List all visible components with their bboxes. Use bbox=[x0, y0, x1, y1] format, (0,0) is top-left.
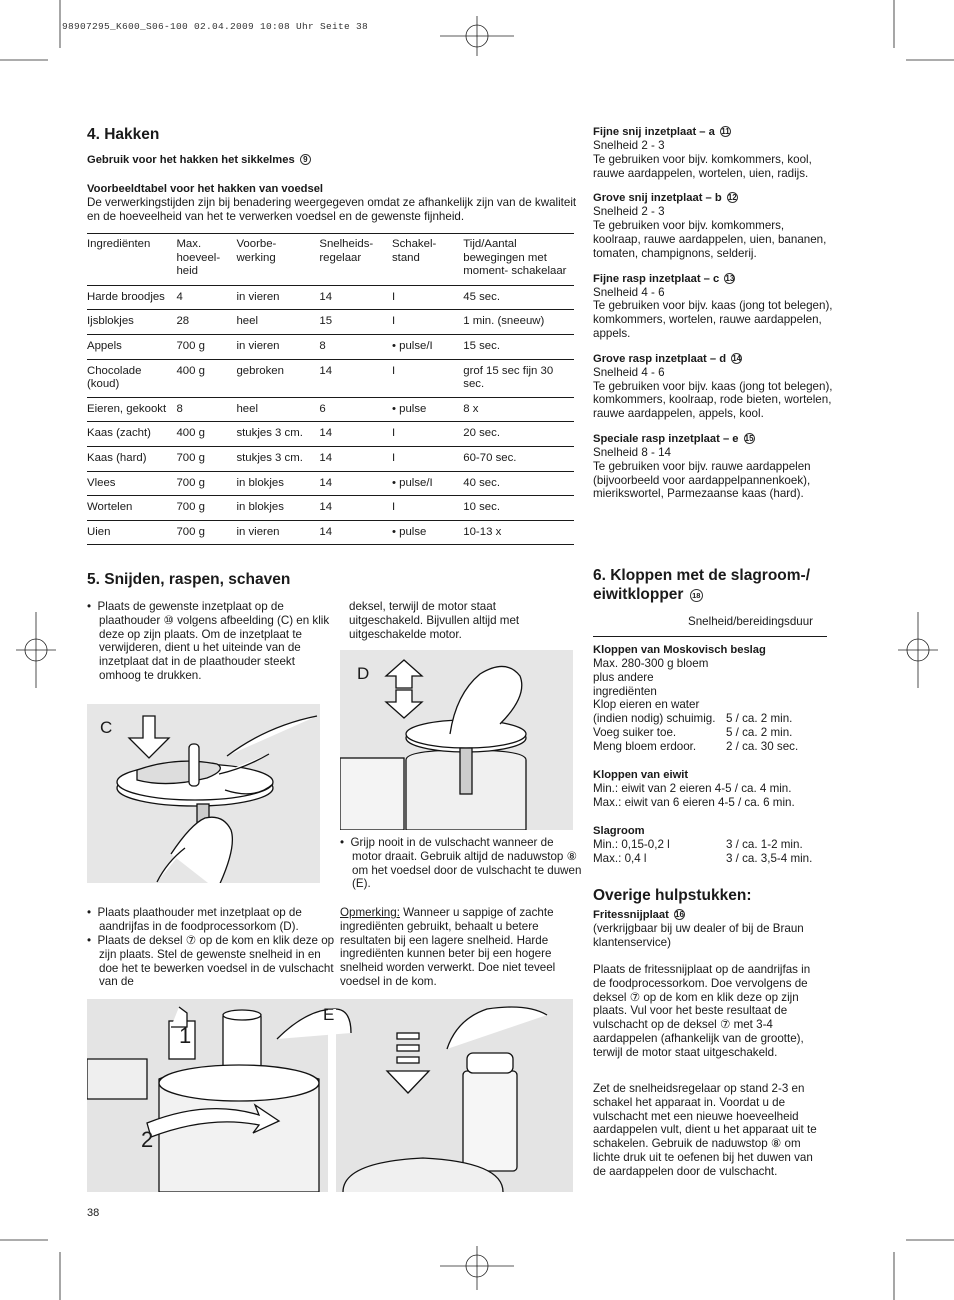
plate-speed: Snelheid 4 - 6 bbox=[593, 365, 665, 379]
table-row bbox=[87, 471, 574, 496]
table-row bbox=[87, 359, 574, 397]
figure-label-e: E bbox=[323, 1005, 335, 1024]
table-header-row bbox=[87, 234, 574, 285]
table-cell: 15 bbox=[319, 310, 392, 335]
plate-entry bbox=[593, 191, 833, 260]
figure-label-2: 2 bbox=[141, 1127, 154, 1152]
table-cell: Kaas (hard) bbox=[87, 446, 176, 471]
ref-number-icon: 13 bbox=[725, 273, 735, 283]
step-speed: 2 / ca. 30 sec. bbox=[726, 739, 799, 753]
print-header: 98907295_K600_S06-100 02.04.2009 10:08 Uhr Seite 38 bbox=[62, 21, 369, 32]
table-cell: Vlees bbox=[87, 471, 176, 496]
note-paragraph: Opmerking: Wanneer u sappige of zachte ingrediënten gebruikt, behaalt u betere resultaten bij een lagere snelheid. Harde ingrediënten kunnen beter bij een hogere snelheid worden verwerkt. Doe niet teveel voedsel in de kom. bbox=[340, 906, 556, 988]
table-cell: 14 bbox=[319, 422, 392, 447]
ref-number-16: 16 bbox=[675, 910, 684, 919]
table-row bbox=[87, 397, 574, 422]
plate-entry bbox=[593, 432, 833, 501]
table-cell: 400 g bbox=[176, 359, 236, 397]
table-row bbox=[87, 422, 574, 447]
section-title-overige: Overige hulpstukken: bbox=[593, 887, 752, 904]
table-cell: Snelheids- regelaar bbox=[319, 234, 392, 285]
table-cell: Kaas (zacht) bbox=[87, 422, 176, 447]
table-cell: in vieren bbox=[236, 334, 319, 359]
table-cell: Max. hoeveel- heid bbox=[176, 234, 236, 285]
section-title-kloppen: 6. Kloppen met de slagroom-/ eiwitklopper 18 bbox=[593, 567, 811, 603]
table-cell: • pulse/I bbox=[392, 471, 463, 496]
table-cell: Ijsblokjes bbox=[87, 310, 176, 335]
table-cell: grof 15 sec fijn 30 sec. bbox=[463, 359, 574, 397]
ref-number-icon: 11 bbox=[721, 127, 730, 136]
table-cell: 14 bbox=[319, 471, 392, 496]
figure-d-illustration bbox=[340, 650, 573, 830]
ref-number-9: 9 bbox=[300, 154, 311, 165]
table-cell: • pulse bbox=[392, 520, 463, 545]
moskovisch-line: Max. 280-300 g bloem bbox=[593, 657, 709, 670]
table-cell: • pulse/I bbox=[392, 334, 463, 359]
table-row bbox=[87, 285, 574, 310]
eiwit-min: Min.: eiwit van 2 eieren 4-5 / ca. 4 min. bbox=[593, 782, 792, 795]
table-row bbox=[87, 496, 574, 521]
plate-title: Grove rasp inzetplaat – d 14 bbox=[593, 352, 742, 365]
plate-title: Speciale rasp inzetplaat – e 15 bbox=[593, 432, 754, 445]
table-cell: 400 g bbox=[176, 422, 236, 447]
figure-label-c: C bbox=[100, 718, 113, 737]
step-speed: 5 / ca. 2 min. bbox=[726, 712, 793, 726]
moskovisch-body bbox=[593, 657, 833, 754]
plate-speed: Snelheid 8 - 14 bbox=[593, 445, 671, 459]
table-cell: 20 sec. bbox=[463, 422, 574, 447]
section-title-snijden: 5. Snijden, raspen, schaven bbox=[87, 571, 291, 588]
step-label: Meng bloem erdoor. bbox=[593, 739, 697, 753]
table-cell: Harde broodjes bbox=[87, 285, 176, 310]
slagroom-row bbox=[593, 852, 833, 866]
table-cell: heel bbox=[236, 310, 319, 335]
section-title-hakken: 4. Hakken bbox=[87, 126, 160, 143]
table-cell: 700 g bbox=[176, 496, 236, 521]
hakken-table bbox=[87, 234, 574, 545]
table-cell: Appels bbox=[87, 334, 176, 359]
moskovisch-row bbox=[593, 712, 833, 726]
eiwit-body bbox=[593, 782, 833, 810]
table-cell: I bbox=[392, 285, 463, 310]
table-cell: Tijd/Aantal bewegingen met moment- schakelaar bbox=[463, 234, 574, 285]
step-label: Voeg suiker toe. bbox=[593, 725, 677, 739]
overige-p2: Plaats de fritessnijplaat op de aandrijfas in de foodprocessorkom. Doe vervolgens de deksel ⑦ op de kom en klik deze op zijn plaats. Vul voor het beste resultaat de vulschacht op de deksel ⑦ met 3-4 aardappelen (afhankelijk van de grootte), terwijl de motor staat uitgeschakeld. bbox=[593, 963, 811, 1059]
table-cell: in blokjes bbox=[236, 471, 319, 496]
plate-description: Te gebruiken voor bijv. komkommers, koolraap, rauwe aardappelen, uien, bananen, tomaten, champignons, selderij. bbox=[593, 219, 827, 260]
note-label: Opmerking: bbox=[340, 906, 400, 919]
table-cell: 14 bbox=[319, 359, 392, 397]
table-cell: 4 bbox=[176, 285, 236, 310]
table-cell: I bbox=[392, 422, 463, 447]
table-cell: 45 sec. bbox=[463, 285, 574, 310]
table-cell: I bbox=[392, 310, 463, 335]
plate-description: Te gebruiken voor bijv. komkommers, kool, rauwe aardappelen, wortelen, uien, radijs. bbox=[593, 152, 812, 180]
table-row bbox=[87, 446, 574, 471]
table-cell: gebroken bbox=[236, 359, 319, 397]
table-cell: I bbox=[392, 496, 463, 521]
table-cell: 1 min. (sneeuw) bbox=[463, 310, 574, 335]
table-cell: stukjes 3 cm. bbox=[236, 446, 319, 471]
table-cell: 6 bbox=[319, 397, 392, 422]
hakken-intro: De verwerkingstijden zijn bij benadering weergegeven omdat ze afhankelijk zijn van de kwaliteit en de hoeveelheid van het te verwerken voedsel en de gewenste fijnheid. bbox=[87, 196, 577, 223]
overige-p3: Zet de snelheidsregelaar op stand 2-3 en schakel het apparaat in. Voordat u de vulschacht met een nieuwe hoeveelheid aardappelen vult, dient u het apparaat uit te schakelen. Gebruik de naduwstop ⑧ om lichte druk uit te oefenen bij het duwen van de aardappelen door de vulschacht. bbox=[593, 1082, 817, 1178]
hakken-sub2: Voorbeeldtabel voor het hakken van voedsel bbox=[87, 183, 324, 195]
table-cell: 8 bbox=[176, 397, 236, 422]
eiwit-title: Kloppen van eiwit bbox=[593, 769, 689, 781]
table-cell: Uien bbox=[87, 520, 176, 545]
ref-number-icon: 12 bbox=[727, 193, 737, 203]
kloppen-column-head: Snelheid/bereidingsduur bbox=[688, 615, 814, 628]
table-cell: 14 bbox=[319, 520, 392, 545]
table-cell: stukjes 3 cm. bbox=[236, 422, 319, 447]
table-cell: 8 bbox=[319, 334, 392, 359]
table-cell: 10-13 x bbox=[463, 520, 574, 545]
plate-description: Te gebruiken voor bijv. rauwe aardappelen (bijvoorbeeld voor aardappelpannenkoek), mierikswortel, Parmezaanse kaas (hard). bbox=[593, 459, 811, 501]
table-cell: I bbox=[392, 446, 463, 471]
figure-e-illustration bbox=[87, 999, 573, 1192]
table-cell: 700 g bbox=[176, 471, 236, 496]
kloppen-rule bbox=[593, 636, 827, 637]
moskovisch-title: Kloppen van Moskovisch beslag bbox=[593, 644, 766, 656]
fritessnijplaat-title: Fritessnijplaat 16 bbox=[593, 909, 684, 921]
amount: Max.: 0,4 l bbox=[593, 851, 647, 865]
moskovisch-row bbox=[593, 740, 833, 754]
table-row bbox=[87, 334, 574, 359]
bullet-place-holder-on-shaft: • Plaats plaathouder met inzetplaat op de aandrijfas in de foodprocessorkom (D). bbox=[87, 906, 302, 933]
plate-speed: Snelheid 2 - 3 bbox=[593, 205, 665, 219]
figure-c-illustration bbox=[87, 704, 320, 883]
table-cell: heel bbox=[236, 397, 319, 422]
amount: Min.: 0,15-0,2 l bbox=[593, 838, 670, 851]
table-cell: 700 g bbox=[176, 446, 236, 471]
bullet-lid-continued: deksel, terwijl de motor staat uitgeschakeld. Bijvullen altijd met uitgeschakelde motor. bbox=[349, 600, 520, 641]
moskovisch-row bbox=[593, 726, 833, 740]
plate-title: Grove snij inzetplaat – b 12 bbox=[593, 192, 737, 205]
overige-p1: (verkrijgbaar bij uw dealer of bij de Braun klantenservice) bbox=[593, 922, 804, 949]
plate-entry bbox=[593, 352, 833, 421]
ref-number-18: 18 bbox=[690, 589, 703, 602]
table-row bbox=[87, 520, 574, 545]
table-cell: in blokjes bbox=[236, 496, 319, 521]
bullet-never-reach: • Grijp nooit in de vulschacht wanneer de motor draait. Gebruik altijd de naduwstop ⑧ om het voedsel door de vulschacht te duwen (E). bbox=[340, 836, 582, 891]
table-cell: Schakel- stand bbox=[392, 234, 463, 285]
plate-description: Te gebruiken voor bijv. kaas (jong tot belegen), komkommers, wortelen, rauwe aardappelen, appels. bbox=[593, 299, 833, 340]
table-cell: 14 bbox=[319, 285, 392, 310]
table-cell: in vieren bbox=[236, 285, 319, 310]
table-cell: Voorbe- werking bbox=[236, 234, 319, 285]
plate-speed: Snelheid 4 - 6 bbox=[593, 285, 665, 299]
eiwit-max: Max.: eiwit van 6 eieren 4-5 / ca. 6 min. bbox=[593, 795, 795, 809]
plate-title: Fijne snij inzetplaat – a 11 bbox=[593, 126, 730, 138]
table-cell: Wortelen bbox=[87, 496, 176, 521]
bullet-place-lid: • Plaats de deksel ⑦ op de kom en klik deze op zijn plaats. Stel de gewenste snelheid in en doe het te bewerken voedsel in de vulschacht van de bbox=[87, 934, 335, 989]
moskovisch-line: Klop eieren en water bbox=[593, 698, 700, 712]
table-cell: 15 sec. bbox=[463, 334, 574, 359]
table-row bbox=[87, 310, 574, 335]
table-cell: Ingrediënten bbox=[87, 234, 176, 285]
table-cell: 40 sec. bbox=[463, 471, 574, 496]
table-cell: 700 g bbox=[176, 520, 236, 545]
plate-speed: Snelheid 2 - 3 bbox=[593, 139, 665, 152]
table-cell: Chocolade (koud) bbox=[87, 359, 176, 397]
table-cell: 14 bbox=[319, 496, 392, 521]
slagroom-body bbox=[593, 838, 833, 866]
table-cell: in vieren bbox=[236, 520, 319, 545]
table-cell: I bbox=[392, 359, 463, 397]
table-cell: 700 g bbox=[176, 334, 236, 359]
plate-entry bbox=[593, 125, 833, 180]
speed: 3 / ca. 1-2 min. bbox=[726, 838, 803, 851]
table-cell: 8 x bbox=[463, 397, 574, 422]
plate-title: Fijne rasp inzetplaat – c 13 bbox=[593, 272, 735, 285]
table-cell: • pulse bbox=[392, 397, 463, 422]
figure-label-d: D bbox=[357, 664, 370, 683]
figure-label-1: 1 bbox=[179, 1023, 192, 1048]
table-cell: 14 bbox=[319, 446, 392, 471]
plates-list bbox=[593, 125, 833, 512]
plate-description: Te gebruiken voor bijv. kaas (jong tot belegen), komkommers, koolraap, rode bieten, wortelen, rauwe aardappelen, appels, kool. bbox=[593, 379, 833, 421]
moskovisch-line: plus andere bbox=[593, 670, 654, 684]
step-label: (indien nodig) schuimig. bbox=[593, 712, 716, 726]
ref-number-icon: 14 bbox=[732, 353, 742, 363]
plate-entry bbox=[593, 272, 833, 341]
bullet-plate-holder: • Plaats de gewenste inzetplaat op de plaathouder ⑩ volgens afbeelding (C) en klik deze op zijn plaats. Om de inzetplaat te verwijderen, dient u het uiteinde van de inzetplaat dat in de plaathouder steekt omhoog te drukken. bbox=[87, 600, 330, 682]
table-cell: 60-70 sec. bbox=[463, 446, 574, 471]
speed: 3 / ca. 3,5-4 min. bbox=[726, 851, 813, 865]
table-cell: 10 sec. bbox=[463, 496, 574, 521]
slagroom-title: Slagroom bbox=[593, 825, 645, 837]
moskovisch-line: ingrediënten bbox=[593, 684, 657, 698]
step-speed: 5 / ca. 2 min. bbox=[726, 725, 793, 739]
table-cell: 28 bbox=[176, 310, 236, 335]
slagroom-row bbox=[593, 838, 833, 852]
hakken-sub1: Gebruik voor het hakken het sikkelmes 9 bbox=[87, 153, 311, 167]
ref-number-icon: 15 bbox=[744, 433, 754, 443]
table-cell: Eieren, gekookt bbox=[87, 397, 176, 422]
page-number: 38 bbox=[87, 1207, 100, 1219]
